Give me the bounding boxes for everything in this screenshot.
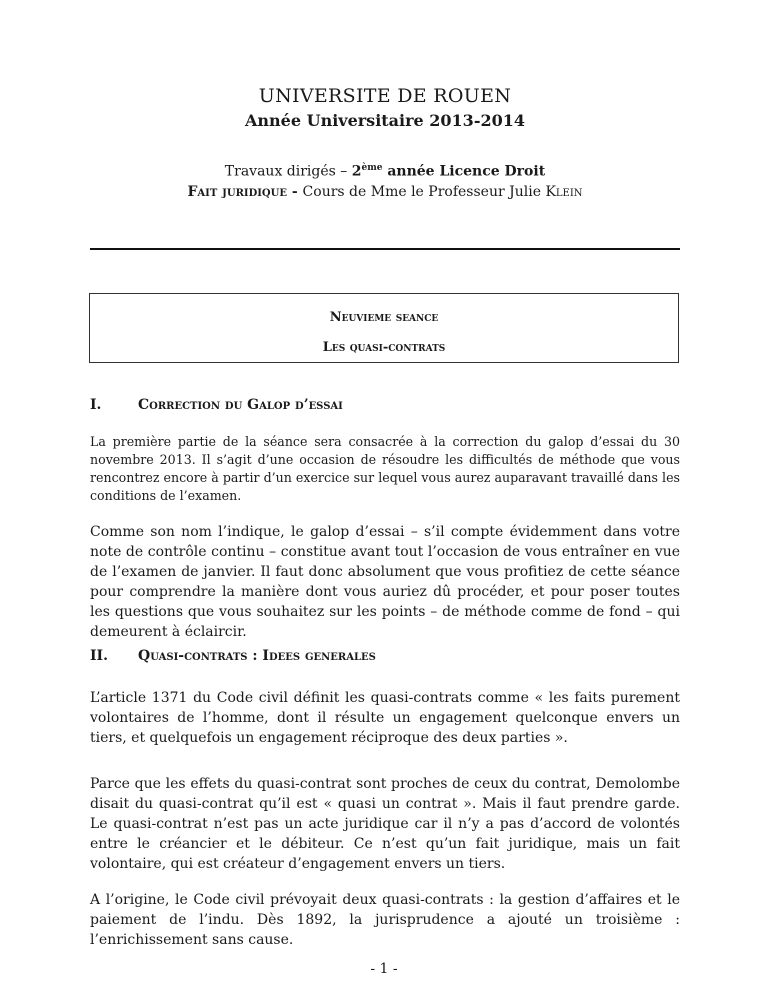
td-line (90, 163, 680, 180)
course-line (90, 184, 680, 200)
paragraph: Comme son nom l’indique, le galop d’essai – s’il compte évidemment dans votre note de contrôle continu – constitue avant tout l’occasion de vous entraîner en vue de l’examen de janvier. Il faut donc absolument que vous profitiez de cette séance pour comprendre la manière dont vous auriez dû procéder, et pour poser toutes les questions que vous souhaitez sur les points – de méthode comme de fond – qui demeurent à éclaircir. (90, 524, 680, 640)
section-title: Quasi-contrats : Idees generales (138, 648, 376, 664)
course-sep: - (286, 184, 303, 200)
section-number: II. (90, 648, 108, 664)
paragraph: La première partie de la séance sera consacrée à la correction du galop d’essai du 30 novembre 2013. Il s’agit d’une occasion de résoudre les difficultés de méthode que vous rencontrez encore à partir d’un exercice sur lequel vous aurez auparavant travaillé dans les conditions de l’examen. (90, 434, 680, 503)
course-prof: Cours de Mme le Professeur Julie (302, 184, 546, 200)
section-heading (90, 648, 376, 664)
header-divider (90, 248, 680, 250)
paragraph: A l’origine, le Code civil prévoyait deux quasi-contrats : la gestion d’affaires et le paiement de l’indu. Dès 1892, la jurisprudence a ajouté un troisième : l’enrichissement sans cause. (90, 892, 680, 948)
prof-surname: Klein (545, 184, 583, 200)
session-topic: Les quasi-contrats (322, 340, 446, 355)
session-box (89, 293, 679, 363)
section-title: Correction du Galop d’essai (138, 397, 343, 413)
page-number: - 1 - (370, 961, 398, 977)
paragraph: Parce que les effets du quasi-contrat sont proches de ceux du contrat, Demolombe disait du quasi-contrat qu’il est « quasi un contrat ». Mais il faut prendre garde. Le quasi-contrat n’est pas un acte juridique car il n’y a pas d’accord de volontés entre le créancier et le débiteur. Ce n’est qu’un fait juridique, mais un fait volontaire, qui est créateur d’engagement envers un tiers. (90, 776, 680, 872)
td-level-rest: année Licence Droit (382, 163, 546, 180)
td-level-sup: ème (361, 163, 383, 173)
section-heading (90, 397, 343, 413)
academic-year: Année Universitaire 2013-2014 (245, 111, 525, 130)
course-topic: Fait juridique (187, 184, 287, 200)
section-number: I. (90, 397, 102, 413)
university-title: UNIVERSITE DE ROUEN (258, 85, 512, 107)
session-label: Neuvieme seance (329, 310, 439, 325)
td-level-num: 2 (351, 163, 362, 180)
paragraph: L’article 1371 du Code civil définit les quasi-contrats comme « les faits purement volontaires de l’homme, dont il résulte un engagement quelconque envers un tiers, et quelquefois un engagement réciproque des deux parties ». (90, 690, 680, 746)
td-prefix: Travaux dirigés – (224, 163, 352, 180)
